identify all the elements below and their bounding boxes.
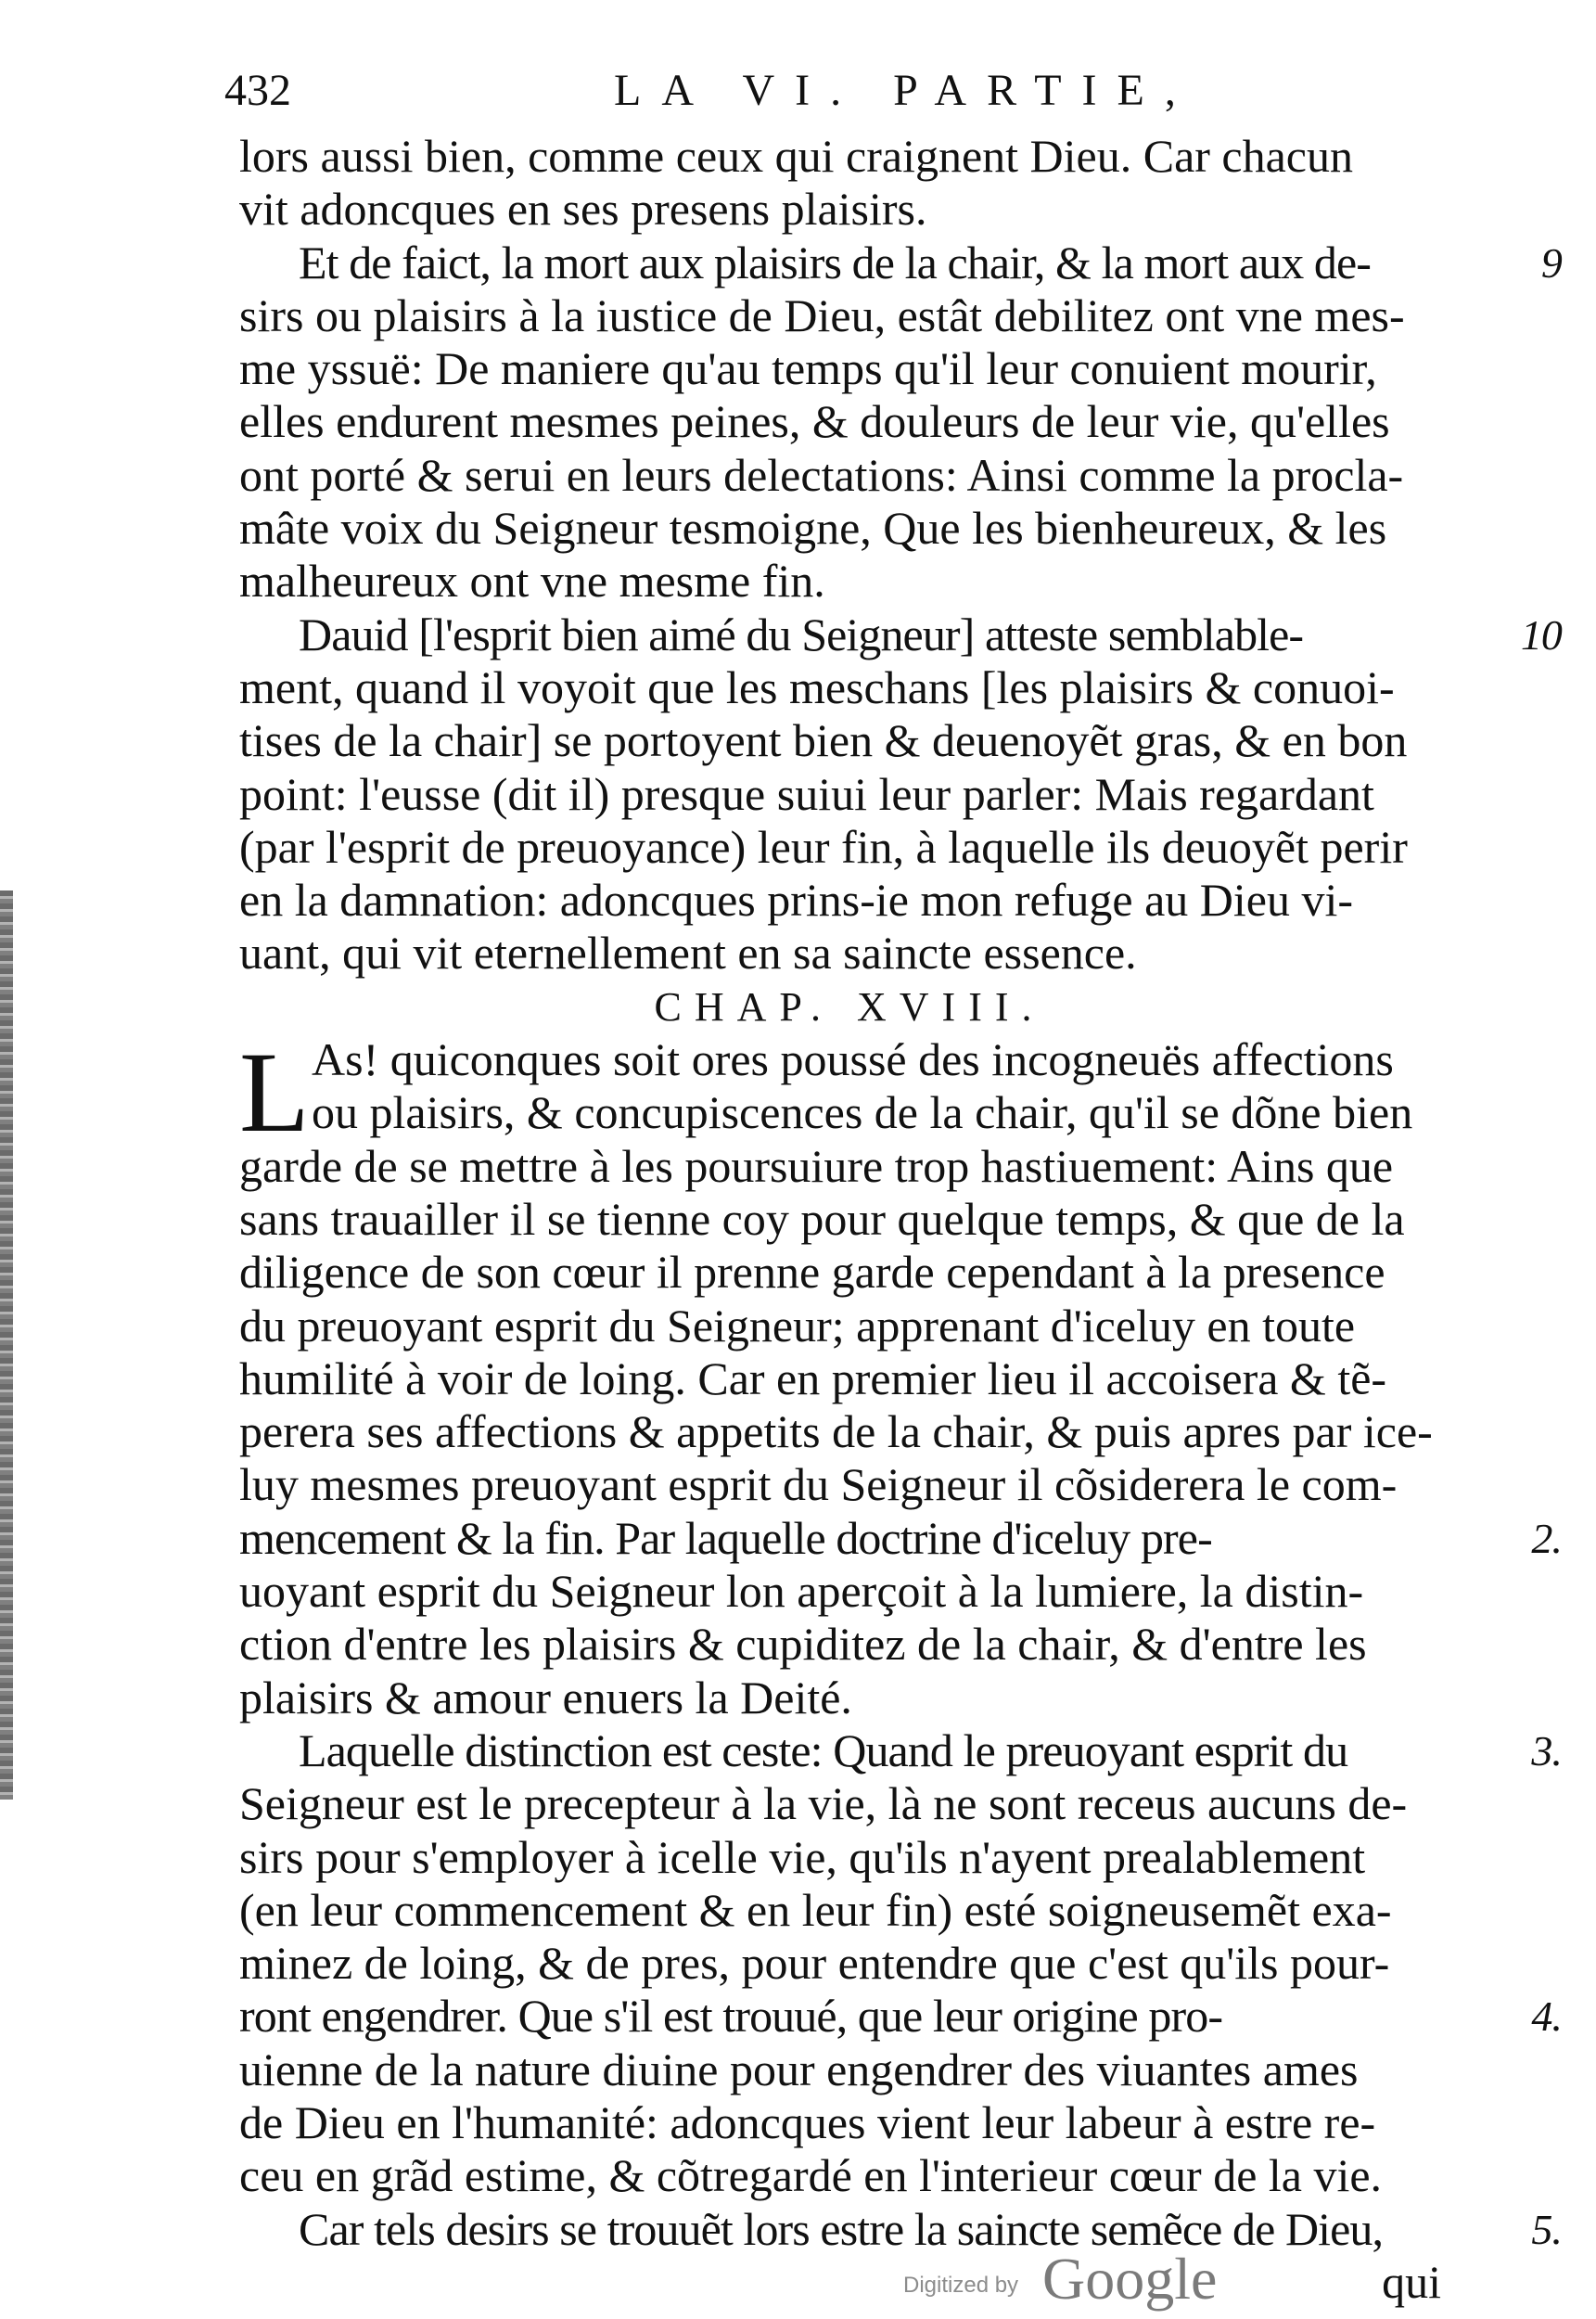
margin-verse-number: 5.: [1531, 2205, 1562, 2253]
text-line: uoyant esprit du Seigneur lon aperçoit à la lumiere, la distin-: [239, 1565, 1364, 1618]
text-line: du preuoyant esprit du Seigneur; apprenant d'iceluy en toute: [239, 1299, 1356, 1352]
text-line: minez de loing, & de pres, pour entendre que c'est qu'ils pour-: [239, 1937, 1390, 1990]
text-line: ou plaisirs, & concupiscences de la chair, qu'il se dõne bien: [312, 1086, 1413, 1139]
drop-cap: L: [239, 1029, 310, 1157]
text-line-content: mencement & la fin. Par laquelle doctrine d'iceluy pre-: [239, 1511, 1212, 1564]
running-title: LA VI. PARTIE,: [614, 66, 1196, 115]
text-line: plaisirs & amour enuers la Deité.: [239, 1671, 852, 1723]
text-line-content: Car tels desirs se trouuẽt lors estre la saincte semẽce de Dieu,: [299, 2202, 1384, 2255]
text-line: uienne de la nature diuine pour engendrer des viuantes ames: [239, 2043, 1359, 2095]
text-line: [239, 1990, 1562, 2043]
text-line: en la damnation: adoncques prins-ie mon refuge au Dieu vi-: [239, 874, 1354, 927]
page-header: [224, 65, 1449, 130]
text-line: me yssuë: De maniere qu'au temps qu'il leur conuient mourir,: [239, 342, 1377, 395]
text-line: point: l'eusse (dit il) presque suiui leur parler: Mais regardant: [239, 767, 1374, 820]
margin-verse-number: 4.: [1531, 1992, 1562, 2041]
text-line: sirs pour s'employer à icelle vie, qu'ils n'ayent prealablement: [239, 1830, 1366, 1883]
text-line: perera ses affections & appetits de la chair, & puis apres par ice-: [239, 1405, 1433, 1458]
text-line: garde de se mettre à les poursuiure trop hastiuement: Ains que: [239, 1139, 1394, 1192]
margin-verse-number: 2.: [1531, 1514, 1562, 1562]
text-line: de Dieu en l'humanité: adoncques vient leur labeur à estre re-: [239, 2095, 1376, 2148]
text-line: elles endurent mesmes peines, & douleurs de leur vie, qu'elles: [239, 395, 1390, 448]
page-number: 432: [224, 66, 291, 115]
margin-verse-number: 10: [1520, 610, 1562, 659]
text-line: malheureux ont vne mesme fin.: [239, 555, 825, 608]
text-line: ction d'entre les plaisirs & cupiditez de la chair, & d'entre les: [239, 1618, 1367, 1671]
text-line-content: Laquelle distinction est ceste: Quand le preuoyant esprit du: [299, 1723, 1348, 1776]
text-line: lors aussi bien, comme ceux qui craignent Dieu. Car chacun: [239, 130, 1354, 182]
text-body: [239, 130, 1562, 2309]
page-edge-shadow: [0, 890, 13, 1800]
text-line: vit adoncques en ses presens plaisirs.: [239, 183, 927, 236]
text-line: ont porté & serui en leurs delectations: Ainsi comme la procla-: [239, 448, 1404, 501]
digitized-by-label: Digitized by: [903, 2273, 1019, 2298]
text-line: luy mesmes preuoyant esprit du Seigneur il cõsiderera le com-: [239, 1458, 1398, 1511]
margin-verse-number: 3.: [1531, 1726, 1562, 1774]
text-line: ceu en grãd estime, & cõtregardé en l'interieur cœur de la vie.: [239, 2149, 1383, 2202]
text-line-content: ront engendrer. Que s'il est trouué, que leur origine pro-: [239, 1990, 1223, 2043]
text-line: (en leur commencement & en leur fin) esté soigneusemẽt exa-: [239, 1883, 1392, 1936]
text-line: [239, 1723, 1562, 1777]
text-line: (par l'esprit de preuoyance) leur fin, à laquelle ils deuoyẽt perir: [239, 820, 1408, 873]
text-line: sirs ou plaisirs à la iustice de Dieu, estât debilitez ont vne mes-: [239, 288, 1405, 341]
text-line: diligence de son cœur il prenne garde cependant à la presence: [239, 1246, 1385, 1299]
dropcap-paragraph: [239, 1029, 1441, 1157]
text-line: As! quiconques soit ores poussé des incogneuës affections: [312, 1033, 1394, 1086]
text-line: sans trauailler il se tienne coy pour quelque temps, & que de la: [239, 1192, 1405, 1245]
text-line: humilité à voir de loing. Car en premier lieu il accoisera & tẽ-: [239, 1352, 1387, 1404]
text-line: [239, 236, 1562, 289]
text-line: ment, quand il voyoit que les meschans [les plaisirs & conuoi-: [239, 660, 1395, 713]
text-line: [239, 608, 1562, 661]
text-line: Seigneur est le precepteur à la vie, là ne sont receus aucuns de-: [239, 1777, 1408, 1830]
digitization-watermark: [894, 2245, 1265, 2310]
text-line: mâte voix du Seigneur tesmoigne, Que les bienheureux, & les: [239, 502, 1387, 555]
text-line-content: Dauid [l'esprit bien aimé du Seigneur] atteste semblable-: [299, 608, 1304, 660]
text-line: tises de la chair] se portoyent bien & deuenoyẽt gras, & en bon: [239, 714, 1408, 767]
catchword: qui: [1382, 2255, 1441, 2308]
google-logo: Google: [1042, 2246, 1218, 2312]
text-line-content: Et de faict, la mort aux plaisirs de la chair, & la mort aux de-: [299, 236, 1371, 288]
text-line: [239, 1511, 1562, 1565]
margin-verse-number: 9: [1540, 238, 1562, 287]
chapter-heading: CHAP. XVIII.: [654, 983, 1045, 1030]
text-line: uant, qui vit eternellement en sa saincte essence.: [239, 927, 1137, 980]
